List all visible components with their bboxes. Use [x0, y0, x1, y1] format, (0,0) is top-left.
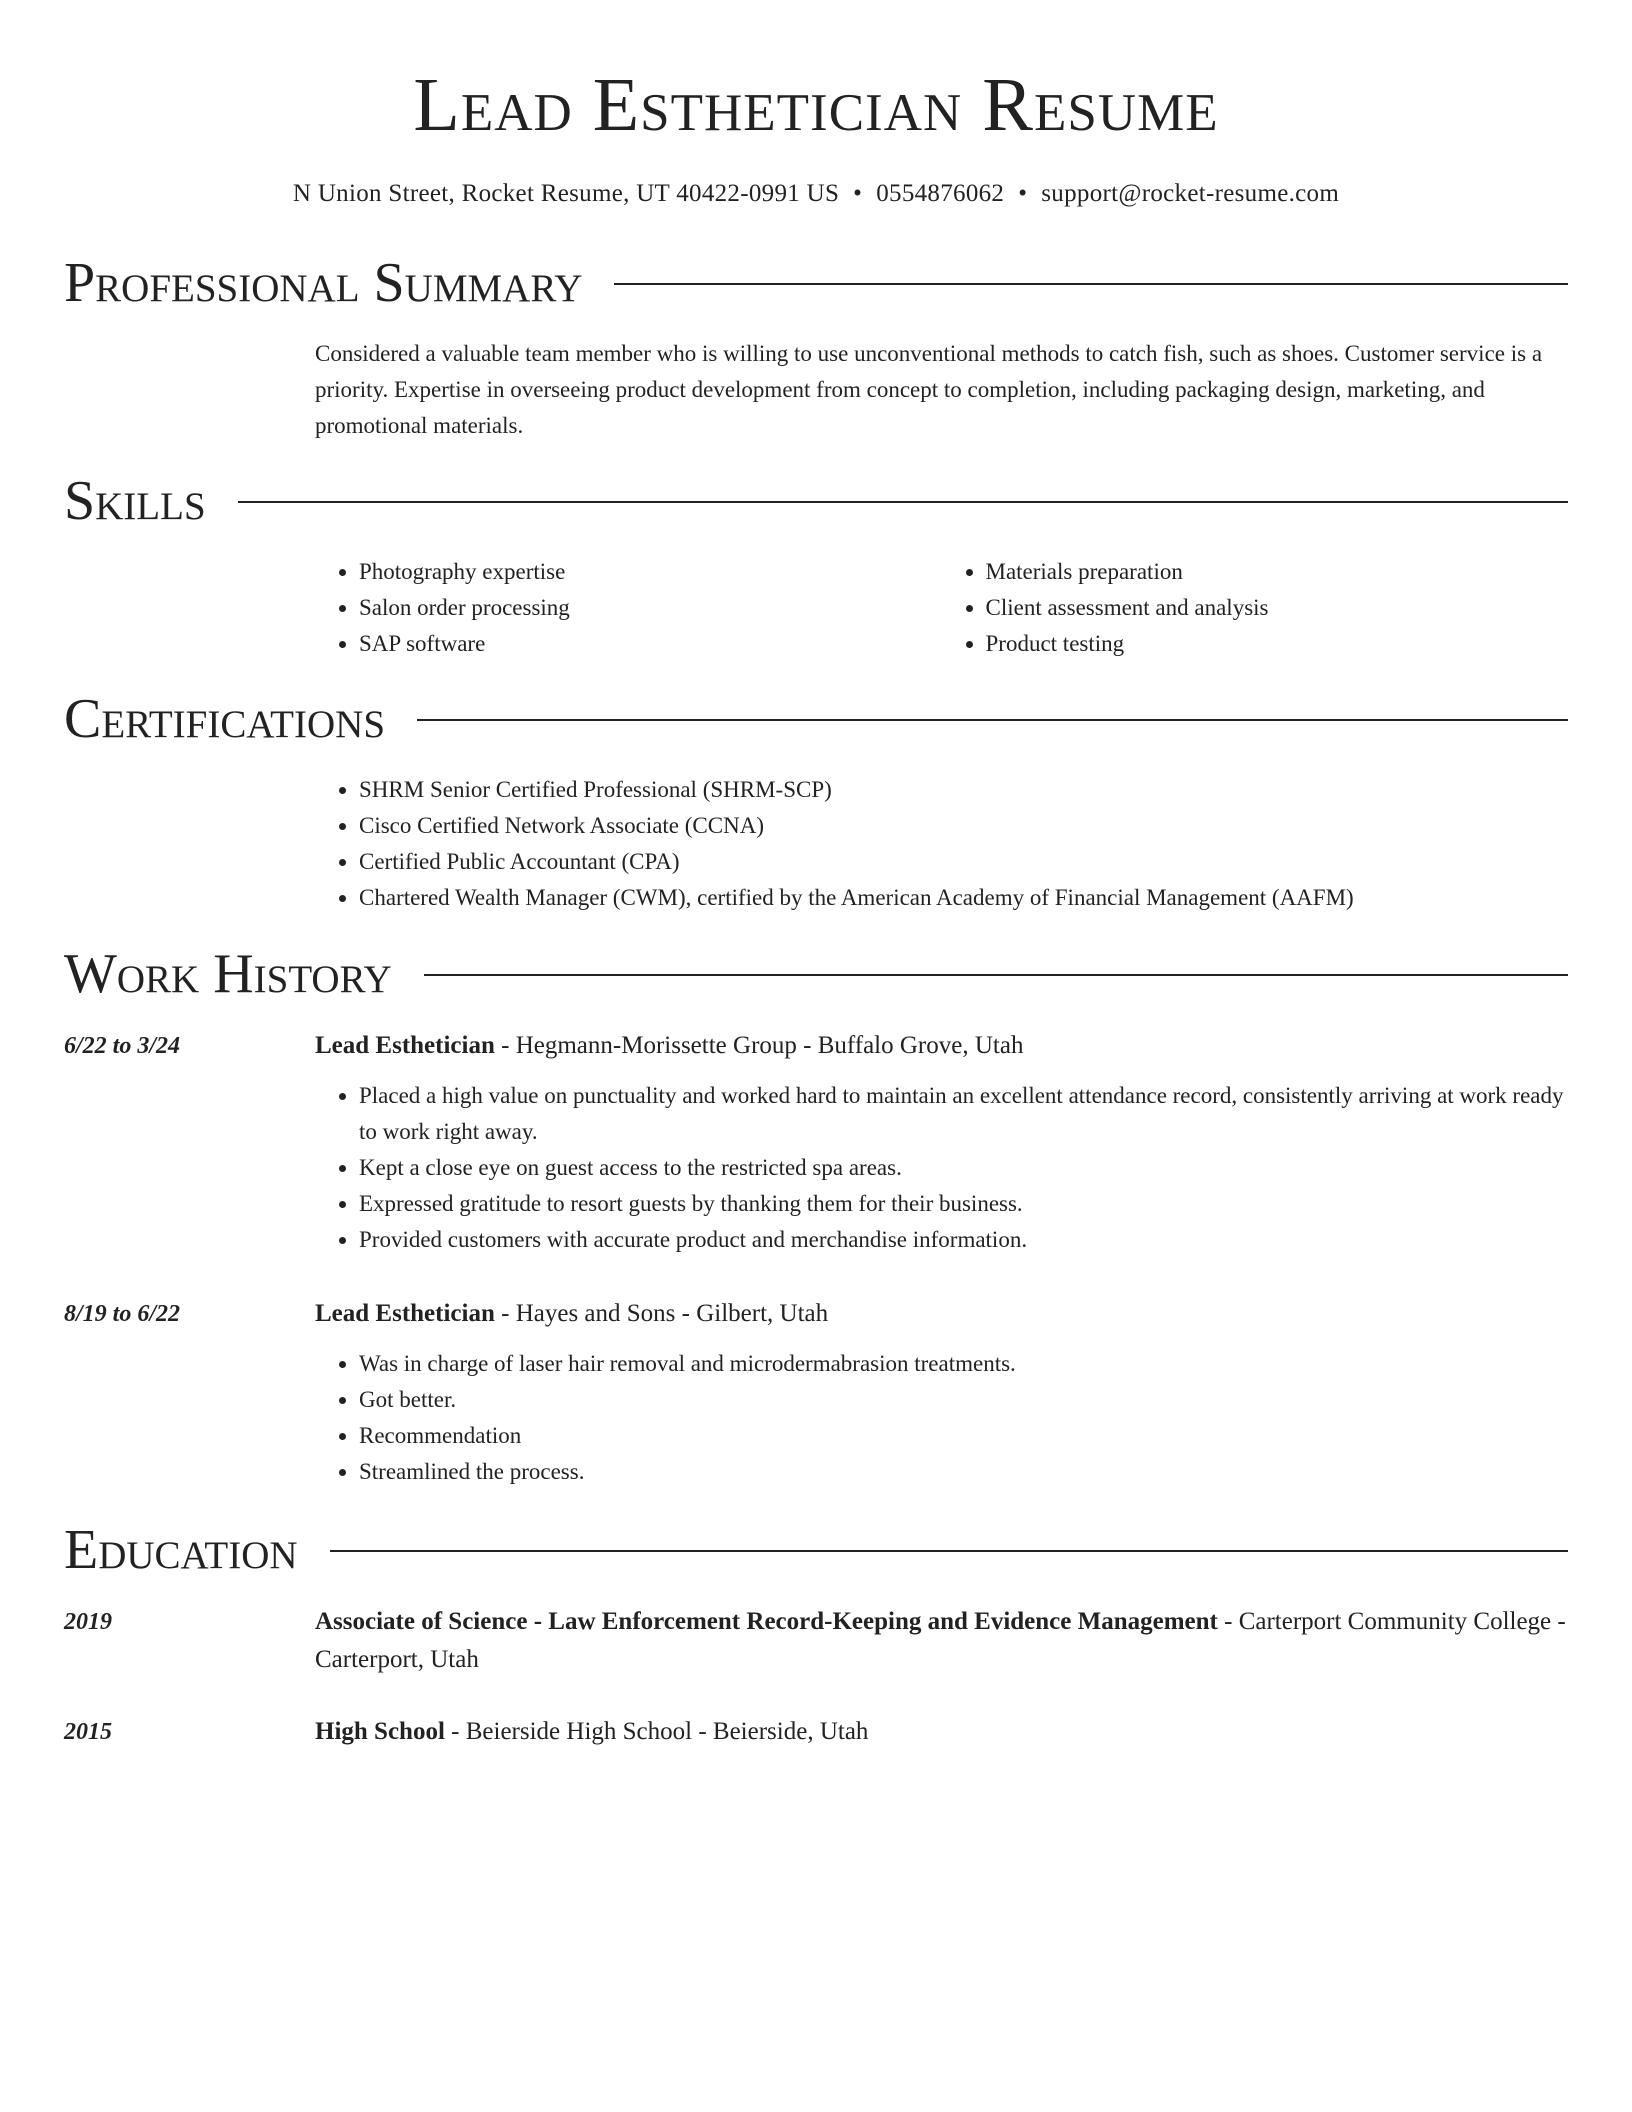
list-item: • Chartered Wealth Manager (CWM), certified by the American Academy of Financial Management (AAFM)	[359, 880, 1568, 916]
list-item: • SHRM Senior Certified Professional (SHRM-SCP)	[359, 772, 1568, 808]
work-role: Lead Esthetician	[315, 1300, 495, 1327]
list-item: • Materials preparation	[986, 554, 1569, 590]
list-item: • Expressed gratitude to resort guests by thanking them for their business.	[359, 1186, 1568, 1222]
contact-separator: •	[1018, 180, 1028, 207]
section-professional-summary	[64, 253, 1568, 444]
resume-title: Lead Esthetician Resume	[413, 63, 1219, 147]
skills-column-left	[315, 554, 942, 662]
list-item: • Recommendation	[359, 1418, 1568, 1454]
section-header	[64, 689, 1568, 749]
section-certifications	[64, 689, 1568, 916]
education-school: - Beierside High School - Beierside, Utah	[444, 1718, 869, 1745]
section-title: Certifications	[64, 688, 386, 750]
resume-page	[64, 0, 1568, 1745]
section-header	[64, 471, 1568, 531]
list-item: • Was in charge of laser hair removal and microdermabrasion treatments.	[359, 1346, 1568, 1382]
summary-text: Considered a valuable team member who is willing to use unconventional methods to catch fish, such as shoes. Customer service is a priority. Expertise in overseeing product development from concept to completion, including packaging design, marketing, and promotional materials.	[315, 341, 1543, 438]
list-item: • Got better.	[359, 1382, 1568, 1418]
contact-address: N Union Street, Rocket Resume, UT 40422-0991 US	[292, 180, 840, 207]
education-year: 2015	[64, 1719, 112, 1745]
skills-column-right	[942, 554, 1569, 662]
work-employer: - Hayes and Sons - Gilbert, Utah	[494, 1300, 829, 1327]
education-heading	[315, 1713, 1568, 1751]
work-heading	[315, 1295, 1568, 1333]
list-item: • Photography expertise	[359, 554, 942, 590]
contact-phone: 0554876062	[876, 180, 1005, 207]
contact-separator: •	[853, 180, 863, 207]
work-dates: 6/22 to 3/24	[64, 1033, 181, 1059]
work-entry	[64, 1027, 1568, 1258]
list-item: • Kept a close eye on guest access to the restricted spa areas.	[359, 1150, 1568, 1186]
education-heading	[315, 1603, 1568, 1679]
work-role: Lead Esthetician	[315, 1032, 495, 1059]
education-entry	[64, 1603, 1568, 1679]
section-header	[64, 944, 1568, 1004]
work-entry	[64, 1295, 1568, 1490]
work-bullets	[315, 1078, 1568, 1258]
section-title: Professional Summary	[64, 252, 583, 314]
contact-email: support@rocket-resume.com	[1041, 180, 1340, 207]
section-divider	[614, 283, 1568, 285]
section-divider	[417, 719, 1568, 721]
list-item: • Certified Public Accountant (CPA)	[359, 844, 1568, 880]
work-heading	[315, 1027, 1568, 1065]
certifications-list	[315, 772, 1568, 916]
skills-list	[315, 554, 1568, 662]
list-item: • Streamlined the process.	[359, 1454, 1568, 1490]
education-year: 2019	[64, 1609, 112, 1635]
list-item: • Cisco Certified Network Associate (CCNA)	[359, 808, 1568, 844]
education-school: - Carterport Community College - Carterport, Utah	[315, 1608, 1566, 1673]
list-item: • Product testing	[986, 626, 1569, 662]
section-header	[64, 1520, 1568, 1580]
education-degree: Associate of Science - Law Enforcement Record-Keeping and Evidence Management	[315, 1608, 1218, 1635]
contact-line	[64, 178, 1568, 210]
section-work-history	[64, 944, 1568, 1490]
list-item: • Provided customers with accurate product and merchandise information.	[359, 1222, 1568, 1258]
section-header	[64, 253, 1568, 313]
section-title: Work History	[64, 943, 392, 1005]
section-skills	[64, 471, 1568, 662]
section-education	[64, 1520, 1568, 1751]
education-entry	[64, 1713, 1568, 1751]
list-item: • Salon order processing	[359, 590, 942, 626]
list-item: • Placed a high value on punctuality and worked hard to maintain an excellent attendance record, consistently arriving at work ready to work right away.	[359, 1078, 1568, 1150]
work-dates: 8/19 to 6/22	[64, 1301, 181, 1327]
work-employer: - Hegmann-Morissette Group - Buffalo Grove, Utah	[494, 1032, 1024, 1059]
section-title: Education	[64, 1519, 298, 1581]
list-item: • Client assessment and analysis	[986, 590, 1569, 626]
education-degree: High School	[315, 1718, 445, 1745]
list-item: • SAP software	[359, 626, 942, 662]
section-divider	[424, 974, 1568, 976]
section-title: Skills	[64, 470, 206, 532]
work-bullets	[315, 1346, 1568, 1490]
section-divider	[330, 1550, 1568, 1552]
section-divider	[238, 501, 1568, 503]
